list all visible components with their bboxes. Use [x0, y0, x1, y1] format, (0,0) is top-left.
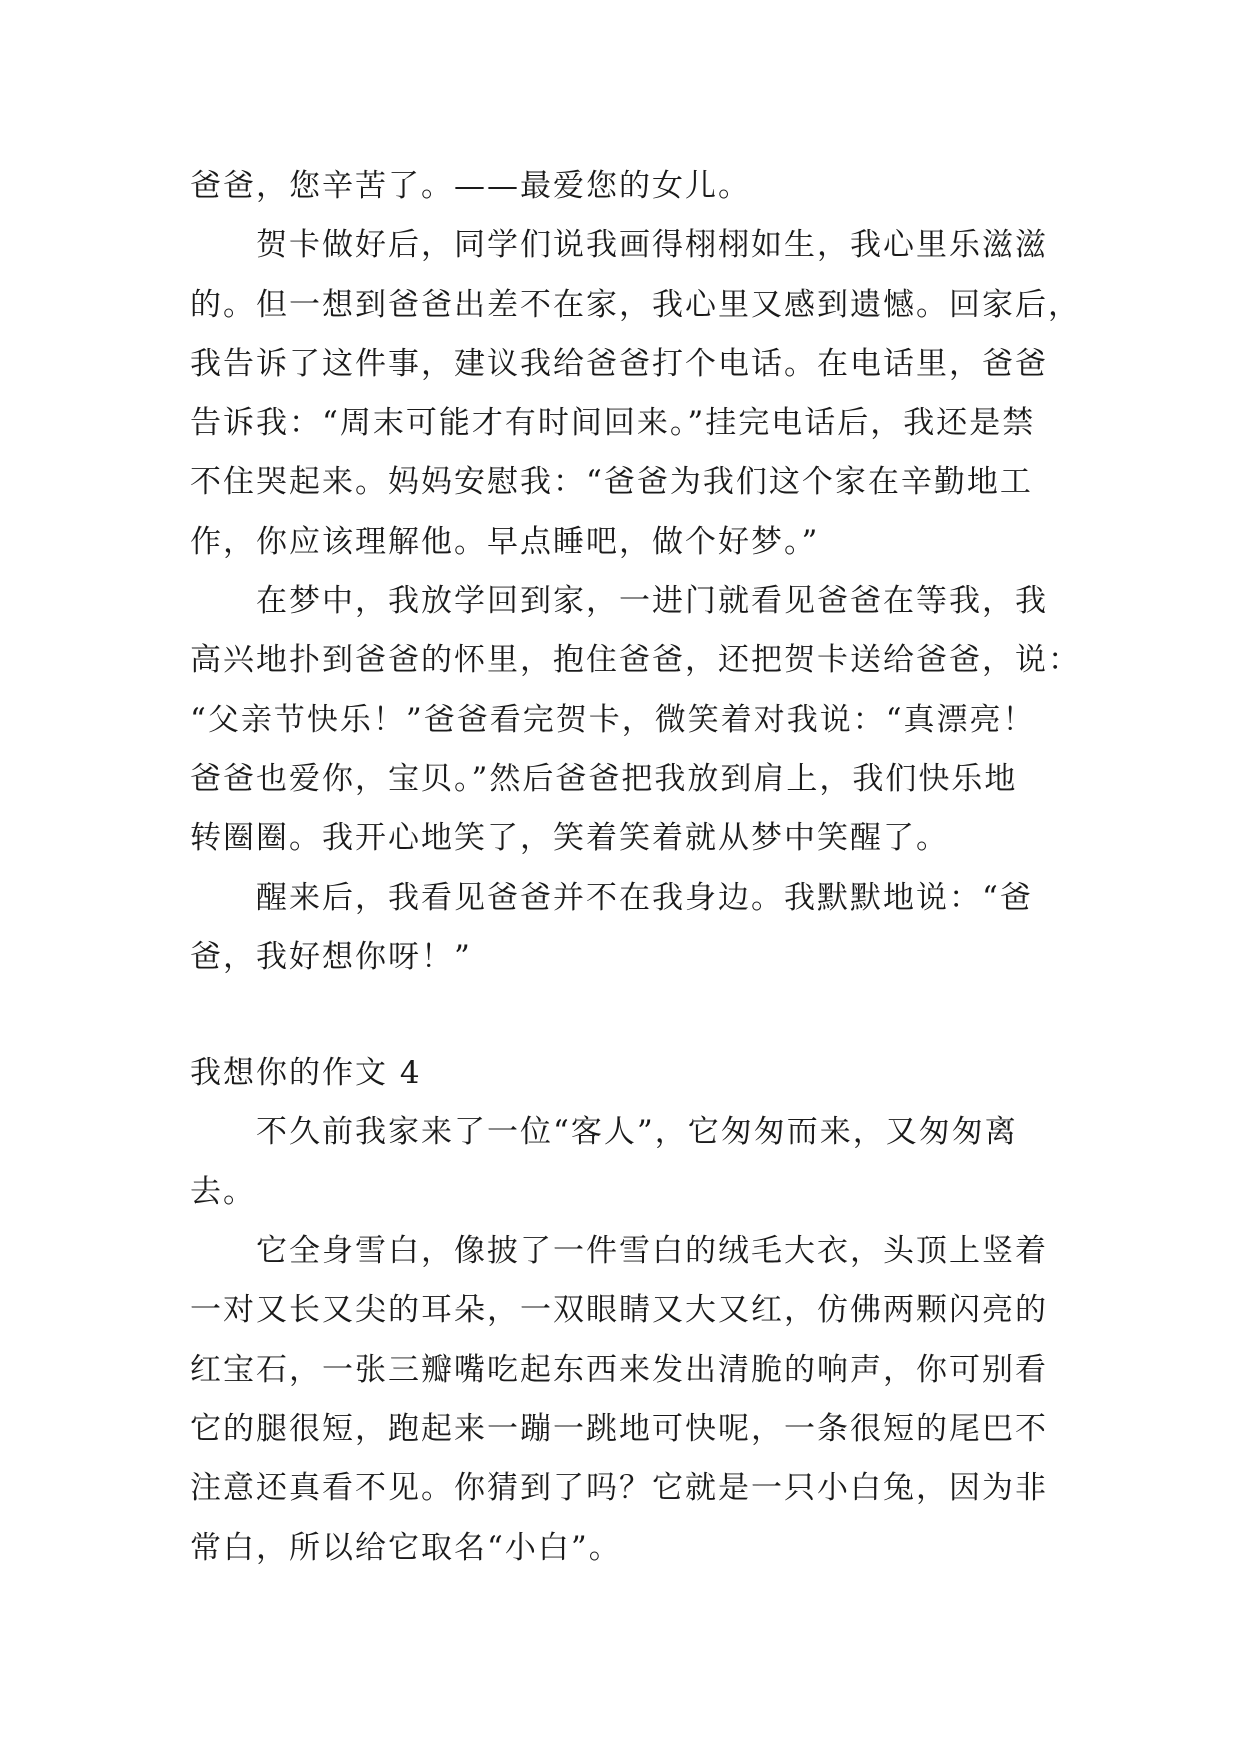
text-line: 我告诉了这件事，建议我给爸爸打个电话。在电话里，爸爸 [190, 345, 1048, 382]
text-line: “父亲节快乐！”爸爸看完贺卡，微笑着对我说：“真漂亮！ [190, 701, 1036, 738]
paragraph-first-line: 不久前我家来了一位“客人”，它匆匆而来，又匆匆离 [256, 1114, 1018, 1151]
text-line: 爸，我好想你呀！” [190, 938, 472, 975]
text-line: 常白，所以给它取名“小白”。 [190, 1529, 622, 1566]
text-line: 高兴地扑到爸爸的怀里，抱住爸爸，还把贺卡送给爸爸，说： [190, 642, 1081, 679]
text-line: 不住哭起来。妈妈安慰我：“爸爸为我们这个家在辛勤地工 [190, 464, 1033, 501]
text-line: 告诉我：“周末可能才有时间回来。”挂完电话后，我还是禁 [190, 405, 1036, 442]
text-line: 作，你应该理解他。早点睡吧，做个好梦。” [190, 523, 820, 560]
section-heading: 我想你的作文 4 [190, 1055, 422, 1092]
text-line: 转圈圈。我开心地笑了，笑着笑着就从梦中笑醒了。 [190, 820, 949, 857]
text-line: 爸爸，您辛苦了。——最爱您的女儿。 [190, 168, 751, 204]
document-body [190, 157, 1081, 1578]
paragraph-first-line: 它全身雪白，像披了一件雪白的绒毛大衣，头顶上竖着 [256, 1233, 1048, 1270]
paragraph-first-line: 贺卡做好后，同学们说我画得栩栩如生，我心里乐滋滋 [256, 227, 1048, 264]
text-line: 注意还真看不见。你猜到了吗？它就是一只小白兔，因为非 [190, 1470, 1048, 1507]
text-line: 去。 [190, 1173, 256, 1210]
text-line: 爸爸也爱你，宝贝。”然后爸爸把我放到肩上，我们快乐地 [190, 760, 1018, 797]
text-line: 一对又长又尖的耳朵，一双眼睛又大又红，仿佛两颗闪亮的 [190, 1292, 1048, 1329]
paragraph-first-line: 在梦中，我放学回到家，一进门就看见爸爸在等我，我 [256, 583, 1048, 620]
text-line: 它的腿很短，跑起来一蹦一跳地可快呢，一条很短的尾巴不 [190, 1410, 1048, 1447]
text-line: 红宝石，一张三瓣嘴吃起东西来发出清脆的响声，你可别看 [190, 1351, 1048, 1388]
text-line: 的。但一想到爸爸出差不在家，我心里又感到遗憾。回家后， [190, 286, 1081, 323]
paragraph-first-line: 醒来后，我看见爸爸并不在我身边。我默默地说：“爸 [256, 879, 1033, 916]
